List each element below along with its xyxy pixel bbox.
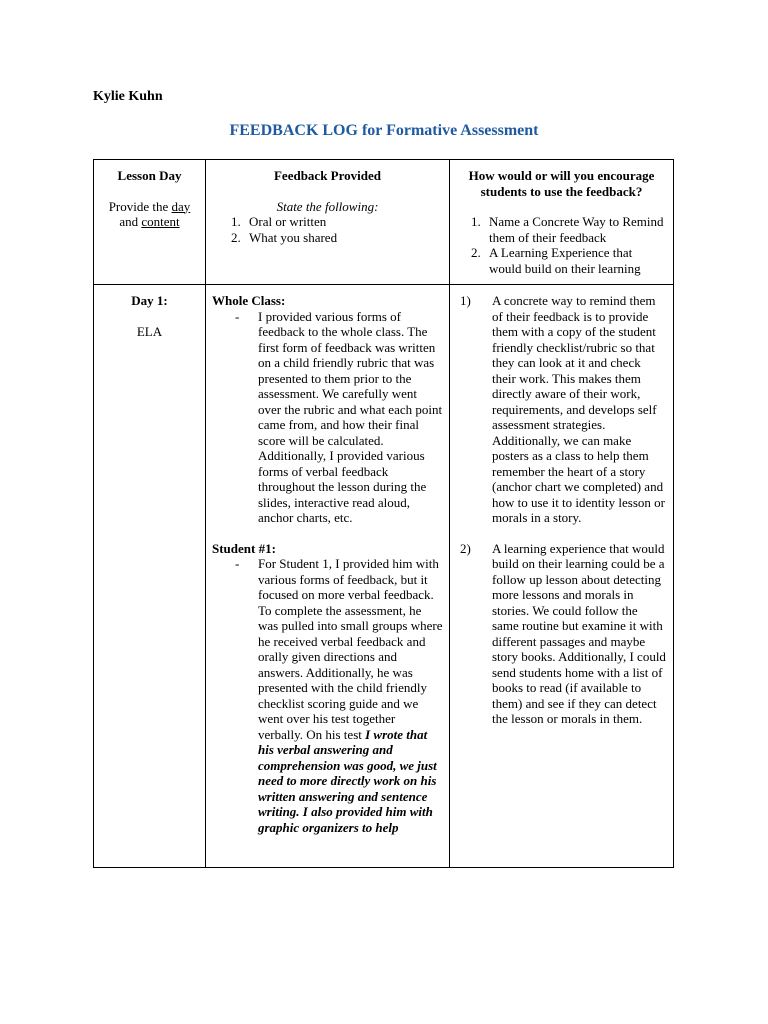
whole-class-list <box>212 309 443 526</box>
list-item: 1. Oral or written <box>244 214 443 230</box>
instruction-text: and <box>119 214 142 229</box>
feedback-log-table <box>93 159 674 868</box>
day-label: Day 1: <box>131 293 168 308</box>
document-title: FEEDBACK LOG for Formative Assessment <box>229 122 539 139</box>
table-row-day-1 <box>94 285 674 868</box>
list-item <box>212 556 443 835</box>
header-lesson-day-title: Lesson Day <box>117 168 182 183</box>
whole-class-text: I provided various forms of feedback to the whole class. The first form of feedback was written on a child friendly rubric that was presented to them prior to the assessment. We carefully went over the rubric and what each point came from, and how their final score will be calculated. Additionally, I provided various forms of verbal feedback throughout the lesson during the slides, interactive read aloud, anchor charts, etc. <box>258 308 443 525</box>
header-encourage-list <box>456 214 667 276</box>
header-lesson-day <box>94 160 206 285</box>
student-1-label: Student #1: <box>212 540 276 556</box>
whole-class-label: Whole Class: <box>212 293 286 308</box>
subject-label: ELA <box>136 323 163 339</box>
list-marker: 2) <box>460 540 471 556</box>
header-feedback-title: Feedback Provided <box>273 168 381 183</box>
list-item <box>212 309 443 526</box>
list-item: 2. What you shared <box>244 230 443 246</box>
instruction-text: Provide the <box>108 198 172 214</box>
header-feedback-provided <box>206 160 450 285</box>
encourage-cell <box>450 285 674 868</box>
header-encourage-title: How would or will you encourage students to use the feedback? <box>468 168 655 199</box>
list-item: 1. Name a Concrete Way to Remind them of their feedback <box>484 214 667 245</box>
header-feedback-subtitle: State the following: <box>276 198 379 214</box>
underlined-content: content <box>141 214 180 229</box>
day-cell <box>94 285 206 868</box>
list-item: 2. A Learning Experience that would build on their learning <box>484 245 667 276</box>
list-item <box>456 293 667 526</box>
author-name: Kylie Kuhn <box>93 89 163 104</box>
dash-marker: - <box>235 556 240 571</box>
list-marker: 1) <box>460 293 471 308</box>
header-lesson-day-instructions <box>100 199 199 230</box>
list-item <box>456 541 667 727</box>
encourage-text: A concrete way to remind them of their feedback is to provide them with a copy of the student friendly checklist/rubric so that they can look at it and check their work. This makes them directly aware of their work, requirements, and develops self assessment strategies. Additionally, we can make posters as a class to help them remember the heart of a story (anchor chart we completed) and how to use it to identity lesson or morals in a story. <box>492 293 665 525</box>
student-1-emphasis: I wrote that his verbal answering and comprehension was good, we just need to more directly work on his written answering and sentence writing. I also provided him with graphic organizers to help <box>258 726 437 835</box>
student-1-text: For Student 1, I provided him with various forms of feedback, but it focused on more verbal feedback. To complete the assessment, he was pulled into small groups where he received verbal feedback and orally given directions and answers. Additionally, he was presented with the child friendly checklist scoring guide and we went over his test together verbally. On his test <box>258 556 443 742</box>
encourage-list <box>456 293 667 727</box>
header-encourage <box>450 160 674 285</box>
dash-marker: - <box>235 308 240 324</box>
table-header-row <box>94 160 674 285</box>
encourage-text: A learning experience that would build on their learning could be a follow up lesson about detecting more lessons and morals in stories. We could follow the same routine but examine it with different passages and maybe story books. Additionally, I could send students home with a list of books to read (if available to them) and see if they can detect the lesson or morals in them. <box>492 540 666 726</box>
header-feedback-list <box>212 214 443 245</box>
student-1-list <box>212 556 443 835</box>
feedback-cell <box>206 285 450 868</box>
underlined-day: day <box>171 198 191 214</box>
